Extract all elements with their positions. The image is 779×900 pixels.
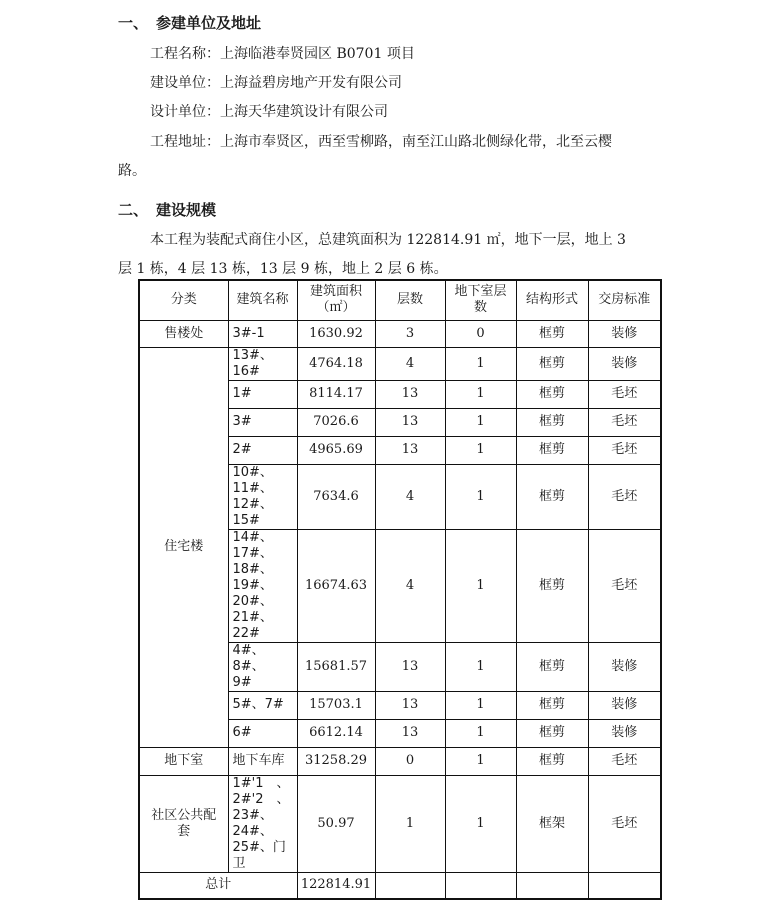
header-area-line-1: 建筑面积: [309, 284, 362, 300]
standard-cell: 装修: [588, 320, 661, 347]
total-area-cell: 122814.91: [297, 872, 375, 899]
structure-cell: 框剪: [516, 529, 588, 642]
building-name-cell: 3#: [228, 408, 297, 436]
structure-cell: 框剪: [516, 436, 588, 464]
section-2-number: 二、: [118, 201, 149, 219]
basement-cell: 1: [445, 642, 516, 691]
building-name-line: 14#、17#、: [232, 529, 273, 561]
category-line: 社区公共配: [151, 807, 217, 823]
basement-cell: 1: [445, 747, 516, 775]
building-table: [138, 279, 662, 900]
standard-cell: 毛坯: [588, 529, 661, 642]
area-cell: 4764.18: [297, 347, 375, 380]
building-name-line: 12#、15#: [232, 496, 273, 528]
total-label-cell: 总计: [139, 872, 297, 899]
table-row: [139, 320, 661, 347]
floors-cell: 4: [375, 529, 445, 642]
header-basement: [445, 280, 516, 320]
header-basement-line-1: 地下室层: [454, 284, 507, 300]
building-name-line: 25#、门卫: [232, 839, 286, 871]
floors-cell: 4: [375, 464, 445, 529]
category-cell: 售楼处: [139, 320, 228, 347]
floors-cell: 0: [375, 747, 445, 775]
area-cell: 31258.29: [297, 747, 375, 775]
header-area: [297, 280, 375, 320]
basement-cell: 1: [445, 347, 516, 380]
structure-cell: 框剪: [516, 347, 588, 380]
standard-cell: 毛坯: [588, 775, 661, 872]
building-name-cell: 6#: [228, 719, 297, 747]
table-row: [139, 775, 661, 872]
building-name-cell: 2#: [228, 436, 297, 464]
building-name-cell: [228, 464, 297, 529]
section-1-heading: [118, 12, 261, 33]
floors-cell: 13: [375, 691, 445, 719]
area-cell: 7634.6: [297, 464, 375, 529]
building-name-line: 20#、21#、: [232, 593, 273, 625]
area-cell: 15681.57: [297, 642, 375, 691]
section-1-number: 一、: [118, 14, 149, 32]
header-structure: 结构形式: [516, 280, 588, 320]
category-cell: [139, 775, 228, 872]
basement-cell: 1: [445, 691, 516, 719]
building-name-cell: [228, 642, 297, 691]
empty-cell: [445, 872, 516, 899]
client-line: 建设单位：上海益碧房地产开发有限公司: [150, 75, 402, 91]
header-building-name: 建筑名称: [228, 280, 297, 320]
section-2-title: 建设规模: [156, 201, 217, 219]
floors-cell: 13: [375, 719, 445, 747]
building-name-cell: 1#: [228, 380, 297, 408]
header-floors: 层数: [375, 280, 445, 320]
section-2-heading: [118, 199, 216, 220]
designer-line: 设计单位：上海天华建筑设计有限公司: [150, 104, 388, 120]
building-name-line: 18#、19#、: [232, 561, 273, 593]
category-line: 套: [177, 823, 191, 839]
basement-cell: 1: [445, 380, 516, 408]
structure-cell: 框剪: [516, 747, 588, 775]
building-name-line: 4#、8#、: [232, 642, 265, 674]
building-name-cell: 3#-1: [228, 320, 297, 347]
structure-cell: 框剪: [516, 691, 588, 719]
standard-cell: 毛坯: [588, 408, 661, 436]
address-line-cont: 路。: [118, 163, 146, 179]
total-row: [139, 872, 661, 899]
standard-cell: 毛坯: [588, 747, 661, 775]
structure-cell: 框剪: [516, 320, 588, 347]
project-name-line: 工程名称：上海临港奉贤园区 B0701 项目: [150, 46, 415, 62]
standard-cell: 毛坯: [588, 436, 661, 464]
area-cell: 16674.63: [297, 529, 375, 642]
floors-cell: 13: [375, 436, 445, 464]
area-cell: 4965.69: [297, 436, 375, 464]
floors-cell: 13: [375, 408, 445, 436]
building-name-line: 1#'1 、: [232, 775, 290, 791]
category-cell: 地下室: [139, 747, 228, 775]
section-1-title: 参建单位及地址: [156, 14, 262, 32]
category-cell: 住宅楼: [139, 347, 228, 747]
standard-cell: 装修: [588, 719, 661, 747]
header-standard: 交房标准: [588, 280, 661, 320]
building-name-line: 22#: [232, 625, 260, 641]
building-name-cell: 13#、16#: [228, 347, 297, 380]
empty-cell: [588, 872, 661, 899]
building-name-cell: 地下车库: [228, 747, 297, 775]
table-row: [139, 747, 661, 775]
header-category: 分类: [139, 280, 228, 320]
empty-cell: [516, 872, 588, 899]
scale-line-cont: 层 1 栋，4 层 13 栋，13 层 9 栋，地上 2 层 6 栋。: [118, 261, 448, 277]
building-name-line: 9#: [232, 674, 252, 690]
header-basement-line-2: 数: [473, 300, 487, 316]
standard-cell: 装修: [588, 691, 661, 719]
floors-cell: 13: [375, 380, 445, 408]
building-name-cell: [228, 529, 297, 642]
header-area-line-2: （㎡）: [316, 300, 356, 316]
standard-cell: 装修: [588, 642, 661, 691]
standard-cell: 毛坯: [588, 380, 661, 408]
building-name-cell: [228, 775, 297, 872]
structure-cell: 框剪: [516, 380, 588, 408]
basement-cell: 1: [445, 775, 516, 872]
structure-cell: 框剪: [516, 642, 588, 691]
floors-cell: 3: [375, 320, 445, 347]
standard-cell: 毛坯: [588, 464, 661, 529]
area-cell: 8114.17: [297, 380, 375, 408]
scale-line: 本工程为装配式商住小区，总建筑面积为 122814.91 ㎡，地下一层，地上 3: [150, 232, 626, 248]
basement-cell: 1: [445, 436, 516, 464]
floors-cell: 4: [375, 347, 445, 380]
area-cell: 6612.14: [297, 719, 375, 747]
building-name-line: 2#'2 、: [232, 791, 290, 807]
floors-cell: 1: [375, 775, 445, 872]
basement-cell: 1: [445, 408, 516, 436]
table-row: [139, 347, 661, 380]
empty-cell: [375, 872, 445, 899]
basement-cell: 1: [445, 464, 516, 529]
building-name-line: 23#、24#、: [232, 807, 273, 839]
table-header-row: [139, 280, 661, 320]
standard-cell: 装修: [588, 347, 661, 380]
structure-cell: 框剪: [516, 464, 588, 529]
structure-cell: 框剪: [516, 719, 588, 747]
address-line: 工程地址：上海市奉贤区，西至雪柳路，南至江山路北侧绿化带，北至云樱: [150, 134, 612, 150]
area-cell: 15703.1: [297, 691, 375, 719]
building-name-cell: 5#、7#: [228, 691, 297, 719]
basement-cell: 0: [445, 320, 516, 347]
structure-cell: 框架: [516, 775, 588, 872]
area-cell: 1630.92: [297, 320, 375, 347]
building-name-line: 10#、11#、: [232, 464, 273, 496]
basement-cell: 1: [445, 719, 516, 747]
structure-cell: 框剪: [516, 408, 588, 436]
floors-cell: 13: [375, 642, 445, 691]
area-cell: 50.97: [297, 775, 375, 872]
area-cell: 7026.6: [297, 408, 375, 436]
basement-cell: 1: [445, 529, 516, 642]
